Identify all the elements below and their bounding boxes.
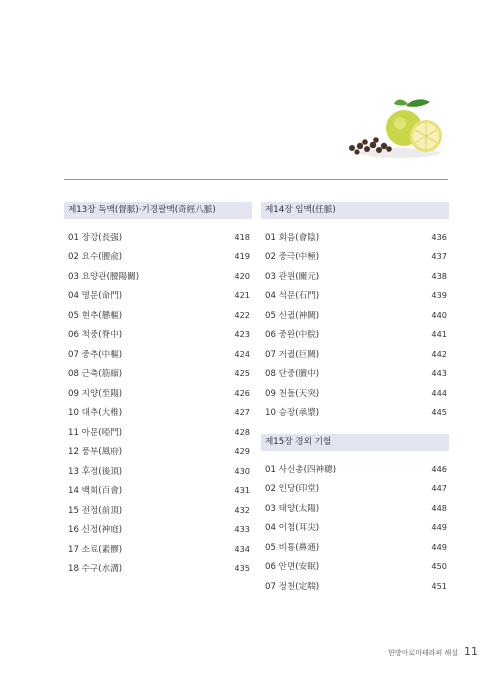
toc-column-right: [261, 202, 449, 596]
toc-entry: [261, 518, 449, 538]
toc-entry: [261, 286, 449, 306]
toc-entry-name: 06 안면(安眠): [265, 562, 320, 573]
toc-entry-name: 12 풍부(風府): [68, 447, 123, 458]
toc-entry-page: 429: [234, 446, 250, 457]
toc-entry-name: 04 명문(命門): [68, 291, 123, 302]
toc-entry-name: 16 신정(神庭): [68, 525, 123, 536]
toc-entry: [64, 305, 252, 325]
toc-entry-name: 02 인당(印堂): [265, 484, 320, 495]
chapter-14-list: [261, 227, 449, 422]
toc-entry: [261, 227, 449, 247]
toc-entry: [64, 481, 252, 501]
toc-entry-page: 420: [234, 270, 250, 281]
toc-entry-page: 445: [431, 407, 447, 418]
toc-entry-name: 05 신궐(神闕): [265, 310, 320, 321]
toc-entry-name: 06 중완(中脘): [265, 330, 320, 341]
toc-entry: [64, 325, 252, 345]
footer-page-number: 11: [464, 645, 478, 658]
toc-entry-page: 424: [234, 348, 250, 359]
toc-entry: [261, 266, 449, 286]
toc-entry-page: 434: [234, 543, 250, 554]
toc-entry-name: 18 수구(水溝): [68, 564, 123, 575]
chapter-14-heading: 제14장 임맥(任脈): [261, 202, 449, 219]
toc-entry-page: 431: [234, 485, 250, 496]
toc-entry: [64, 344, 252, 364]
page-footer: [388, 645, 478, 658]
toc-entry-page: 432: [234, 504, 250, 515]
toc-entry-page: 448: [431, 502, 447, 513]
toc-entry-name: 07 중추(中樞): [68, 349, 123, 360]
toc-entry: [64, 266, 252, 286]
toc-entry: [261, 383, 449, 403]
toc-entry-page: 438: [431, 270, 447, 281]
toc-entry-name: 08 단중(膻中): [265, 369, 320, 380]
toc-entry-name: 01 회음(會陰): [265, 232, 320, 243]
toc-entry: [261, 537, 449, 557]
toc-entry: [261, 305, 449, 325]
toc-entry-page: 449: [431, 522, 447, 533]
footer-book-title: 한방아로마테라피 해설: [388, 649, 458, 657]
chapter-15-heading: 제15장 경외 기혈: [261, 434, 449, 451]
toc-entry-name: 02 요수(腰兪): [68, 252, 123, 263]
toc-entry: [64, 461, 252, 481]
toc-entry-name: 01 사신총(四神聰): [265, 464, 337, 475]
header-divider-line: [64, 179, 448, 180]
toc-entry-page: 422: [234, 309, 250, 320]
toc-entry-page: 437: [431, 251, 447, 262]
toc-entry: [64, 247, 252, 267]
toc-entry-name: 03 관원(關元): [265, 271, 320, 282]
toc-entry-page: 450: [431, 561, 447, 572]
toc-entry-page: 449: [431, 541, 447, 552]
toc-entry-page: 435: [234, 563, 250, 574]
toc-entry-name: 11 아문(啞門): [68, 427, 123, 438]
toc-entry-page: 427: [234, 407, 250, 418]
toc-entry-page: 451: [431, 580, 447, 591]
toc-entry-page: 440: [431, 309, 447, 320]
toc-entry-page: 444: [431, 387, 447, 398]
toc-entry: [261, 403, 449, 423]
toc-entry-name: 04 석문(石門): [265, 291, 320, 302]
toc-entry: [64, 422, 252, 442]
toc-entry-name: 09 지양(至陽): [68, 388, 123, 399]
toc-entry-page: 433: [234, 524, 250, 535]
toc-entry-page: 442: [431, 348, 447, 359]
toc-entry-page: 425: [234, 368, 250, 379]
toc-entry-page: 421: [234, 290, 250, 301]
toc-entry-name: 13 후정(後頂): [68, 466, 123, 477]
toc-entry-name: 15 전정(前頂): [68, 505, 123, 516]
toc-entry-page: 423: [234, 329, 250, 340]
toc-entry-page: 419: [234, 251, 250, 262]
toc-entry-name: 05 비통(鼻通): [265, 542, 320, 553]
toc-entry: [64, 227, 252, 247]
toc-entry: [261, 459, 449, 479]
toc-entry: [64, 364, 252, 384]
toc-entry: [261, 325, 449, 345]
toc-entry-name: 05 현추(懸樞): [68, 310, 123, 321]
toc-entry: [64, 286, 252, 306]
toc-entry: [261, 479, 449, 499]
toc-entry-page: 447: [431, 483, 447, 494]
toc-entry-page: 436: [431, 231, 447, 242]
toc-entry-page: 430: [234, 465, 250, 476]
toc-entry-name: 10 승장(承漿): [265, 408, 320, 419]
chapter-13-list: [64, 227, 252, 578]
toc-entry: [64, 520, 252, 540]
toc-entry: [261, 576, 449, 596]
toc-entry-name: 06 척중(脊中): [68, 330, 123, 341]
toc-entry-page: 441: [431, 329, 447, 340]
toc-column-left: [64, 202, 252, 578]
toc-entry: [64, 403, 252, 423]
toc-entry-page: 426: [234, 387, 250, 398]
toc-entry-name: 14 백회(百會): [68, 486, 123, 497]
toc-entry-name: 02 중극(中極): [265, 252, 320, 263]
toc-entry-page: 428: [234, 426, 250, 437]
toc-entry-name: 04 이첨(耳尖): [265, 523, 320, 534]
toc-entry: [64, 500, 252, 520]
toc-entry-name: 03 요양관(腰陽關): [68, 271, 140, 282]
chapter-15-list: [261, 459, 449, 596]
toc-entry-page: 446: [431, 463, 447, 474]
toc-entry: [64, 559, 252, 579]
toc-entry-name: 08 근축(筋縮): [68, 369, 123, 380]
toc-entry: [261, 247, 449, 267]
toc-entry-name: 07 거궐(巨闕): [265, 349, 320, 360]
toc-entry: [261, 557, 449, 577]
toc-entry: [64, 539, 252, 559]
toc-entry-name: 03 태양(太陽): [265, 503, 320, 514]
toc-entry: [261, 344, 449, 364]
toc-entry-page: 443: [431, 368, 447, 379]
toc-entry-name: 01 장강(長强): [68, 232, 123, 243]
toc-entry: [261, 498, 449, 518]
toc-entry-page: 439: [431, 290, 447, 301]
chapter-13-heading: 제13장 독맥(督脈)·기경팔맥(奇經八脈): [64, 202, 252, 219]
citrus-and-peppercorns-icon: [340, 98, 450, 160]
toc-entry-page: 418: [234, 231, 250, 242]
toc-entry: [64, 383, 252, 403]
toc-entry-name: 10 대추(大椎): [68, 408, 123, 419]
toc-entry: [261, 364, 449, 384]
toc-entry-name: 09 천돌(天突): [265, 388, 320, 399]
toc-entry: [64, 442, 252, 462]
toc-entry-name: 17 소료(素髎): [68, 544, 123, 555]
toc-entry-name: 07 정천(定喘): [265, 581, 320, 592]
